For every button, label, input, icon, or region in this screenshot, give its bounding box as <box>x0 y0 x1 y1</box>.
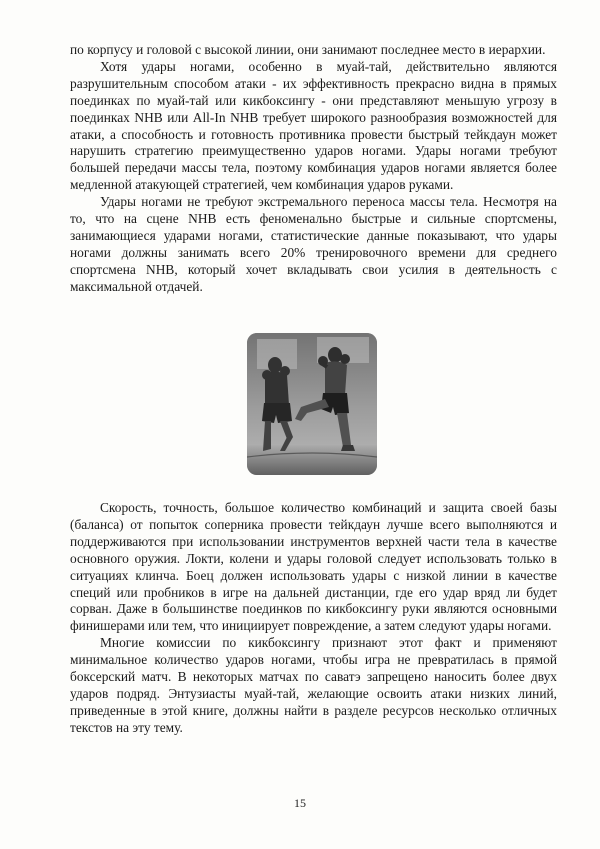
paragraph: по корпусу и головой с высокой линии, они занимают последнее место в иерархии. <box>70 42 546 57</box>
text-block-bottom <box>70 500 557 737</box>
photo-kickboxing-sparring <box>247 333 377 475</box>
page-number: 15 <box>294 796 306 810</box>
paragraph: Удары ногами не требуют экстремального переноса массы тела. Несмотря на то, что на сцене NHB есть феноменально быстрые и сильные спортсмены, занимающиеся ударами ногами, статистические данные показывают, что удары ногами должны занимать всего 20% тренировочного времени для среднего спортсмена NHB, который хочет вкладывать свои усилия в деятельность с максимальной отдачей. <box>70 194 557 294</box>
paragraph: Скорость, точность, большое количество комбинаций и защита своей базы (баланса) от попыток соперника провести тейкдаун лучше всего выполняются и поддерживаются при использовании инструментов верхней части тела в качестве основного оружия. Локти, колени и удары головой следует использовать только в ситуациях клинча. Боец должен использовать удары с низкой линии в качестве специй или пробников в игре на дальней дистанции, где его удар вряд ли будет сорван. Даже в большинстве поединков по кикбоксингу руки являются основными финишерами или тем, что инициирует повреждение, а затем следуют удары ногами. <box>70 500 557 634</box>
paragraph: Многие комиссии по кикбоксингу признают этот факт и применяют минимальное количество ударов ногами, чтобы игра не превратилась в прямой боксерский матч. В некоторых матчах по саватэ запрещено наносить более двух ударов подряд. Энтузиасты муай-тай, желающие освоить атаки низких линий, приведенные в этой книге, должны найти в разделе ресурсов несколько отличных текстов на эту тему. <box>70 635 557 735</box>
text-block-top <box>70 42 557 296</box>
paragraph: Хотя удары ногами, особенно в муай-тай, действительно являются разрушительным способом атаки - их эффективность прекрасно видна в прямых поединках по муай-тай или кикбоксингу - они представляют меньшую угрозу в поединках NHB или All-In NHB требует широкого разнообразия возможностей для атаки, а способность и готовность противника провести быстрый тейкдаун может нарушить стратегию преимущественно ударов ногами. Удары ногами требуют большей передачи массы тела, поэтому комбинация ударов ногами является более медленной атакующей стратегией, чем комбинация ударов руками. <box>70 58 557 193</box>
